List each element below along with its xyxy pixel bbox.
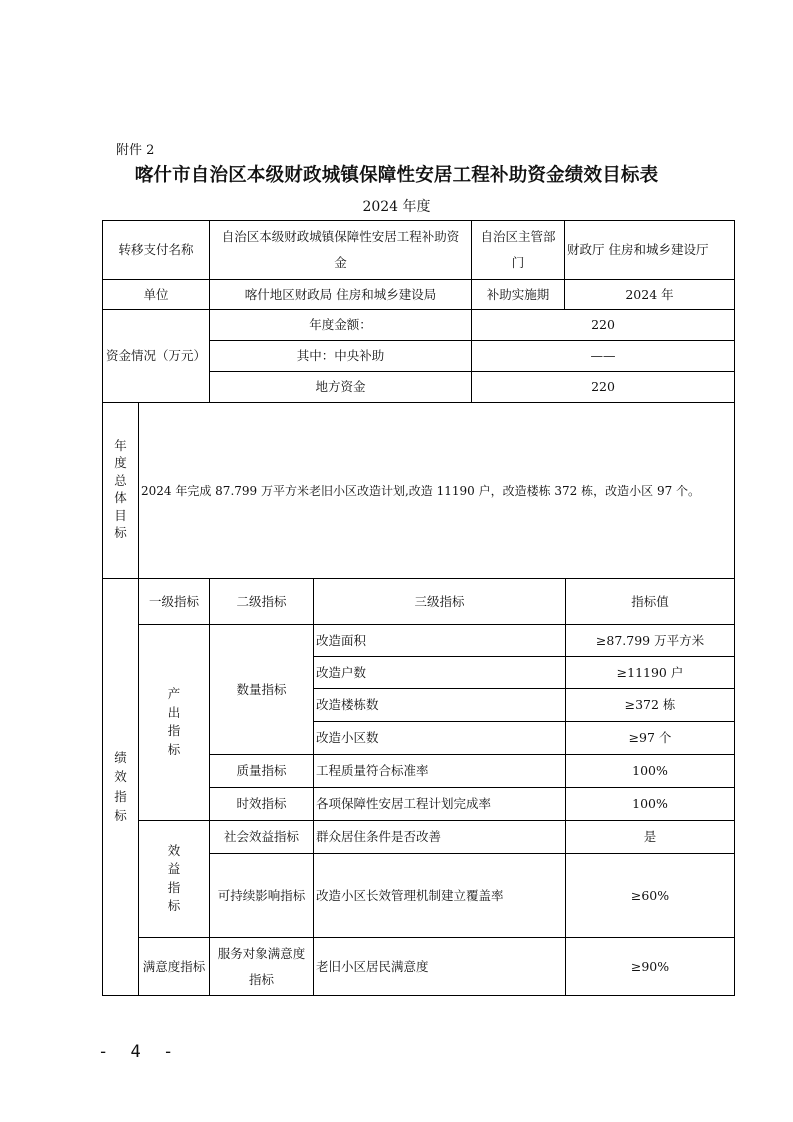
page-number: - 4 - — [98, 1042, 180, 1062]
benefit-label: 效 益 指 标 — [139, 821, 210, 938]
info-table — [102, 220, 735, 579]
transfer-name-value: 自治区本级财政城镇保障性安居工程补助资 金 — [210, 221, 472, 280]
year-label: 2024 年度 — [362, 199, 431, 215]
sustain-item-value: ≥60% — [566, 854, 735, 938]
attachment-label: 附件 2 — [116, 143, 155, 158]
unit-value: 喀什地区财政局 住房和城乡建设局 — [210, 280, 472, 310]
funds-label: 资金情况（万元） — [103, 310, 210, 403]
quantity-item-value: ≥11190 户 — [566, 657, 735, 689]
period-label: 补助实施期 — [472, 280, 565, 310]
dept-value: 财政厅 住房和城乡建设厅 — [565, 221, 735, 280]
funds-local-label: 地方资金 — [210, 372, 472, 403]
header-level2: 二级指标 — [210, 579, 314, 625]
quantity-item-value: ≥87.799 万平方米 — [566, 625, 735, 657]
sustain-label: 可持续影响指标 — [210, 854, 314, 938]
quality-item-value: 100% — [566, 755, 735, 788]
table-row — [103, 625, 735, 657]
period-value: 2024 年 — [565, 280, 735, 310]
social-item-name: 群众居住条件是否改善 — [314, 821, 566, 854]
goal-label: 年 度 总 体 目 标 — [103, 403, 139, 579]
timeliness-label: 时效指标 — [210, 788, 314, 821]
funds-annual-label: 年度金额： — [210, 310, 472, 341]
funds-central-value: —— — [472, 341, 735, 372]
header-value: 指标值 — [566, 579, 735, 625]
quality-item-name: 工程质量符合标准率 — [314, 755, 566, 788]
satisfaction-item-name: 老旧小区居民满意度 — [314, 938, 566, 996]
performance-label: 绩 效 指 标 — [103, 579, 139, 996]
social-item-value: 是 — [566, 821, 735, 854]
funds-local-value: 220 — [472, 372, 735, 403]
page-title: 喀什市自治区本级财政城镇保障性安居工程补助资金绩效目标表 — [134, 165, 659, 186]
funds-annual-value: 220 — [472, 310, 735, 341]
transfer-name-label: 转移支付名称 — [103, 221, 210, 280]
output-label: 产 出 指 标 — [139, 625, 210, 821]
header-level3: 三级指标 — [314, 579, 566, 625]
quantity-item-name: 改造小区数 — [314, 722, 566, 755]
timeliness-item-name: 各项保障性安居工程计划完成率 — [314, 788, 566, 821]
quantity-label: 数量指标 — [210, 625, 314, 755]
goal-text: 2024 年完成 87.799 万平方米老旧小区改造计划,改造 11190 户，改造楼栋 372 栋，改造小区 97 个。 — [139, 403, 735, 579]
performance-table — [102, 578, 735, 996]
quantity-item-value: ≥372 栋 — [566, 689, 735, 722]
quality-label: 质量指标 — [210, 755, 314, 788]
table-row — [103, 821, 735, 854]
quantity-item-name: 改造楼栋数 — [314, 689, 566, 722]
funds-central-label: 其中：中央补助 — [210, 341, 472, 372]
quantity-item-name: 改造户数 — [314, 657, 566, 689]
satisfaction-label: 满意度指标 — [139, 938, 210, 996]
header-level1: 一级指标 — [139, 579, 210, 625]
satisfaction-item-value: ≥90% — [566, 938, 735, 996]
sustain-item-name: 改造小区长效管理机制建立覆盖率 — [314, 854, 566, 938]
quantity-item-value: ≥97 个 — [566, 722, 735, 755]
satisfaction-sub-label: 服务对象满意度 指标 — [210, 938, 314, 996]
unit-label: 单位 — [103, 280, 210, 310]
quantity-item-name: 改造面积 — [314, 625, 566, 657]
social-label: 社会效益指标 — [210, 821, 314, 854]
table-row — [103, 938, 735, 996]
timeliness-item-value: 100% — [566, 788, 735, 821]
dept-label: 自治区主管部 门 — [472, 221, 565, 280]
